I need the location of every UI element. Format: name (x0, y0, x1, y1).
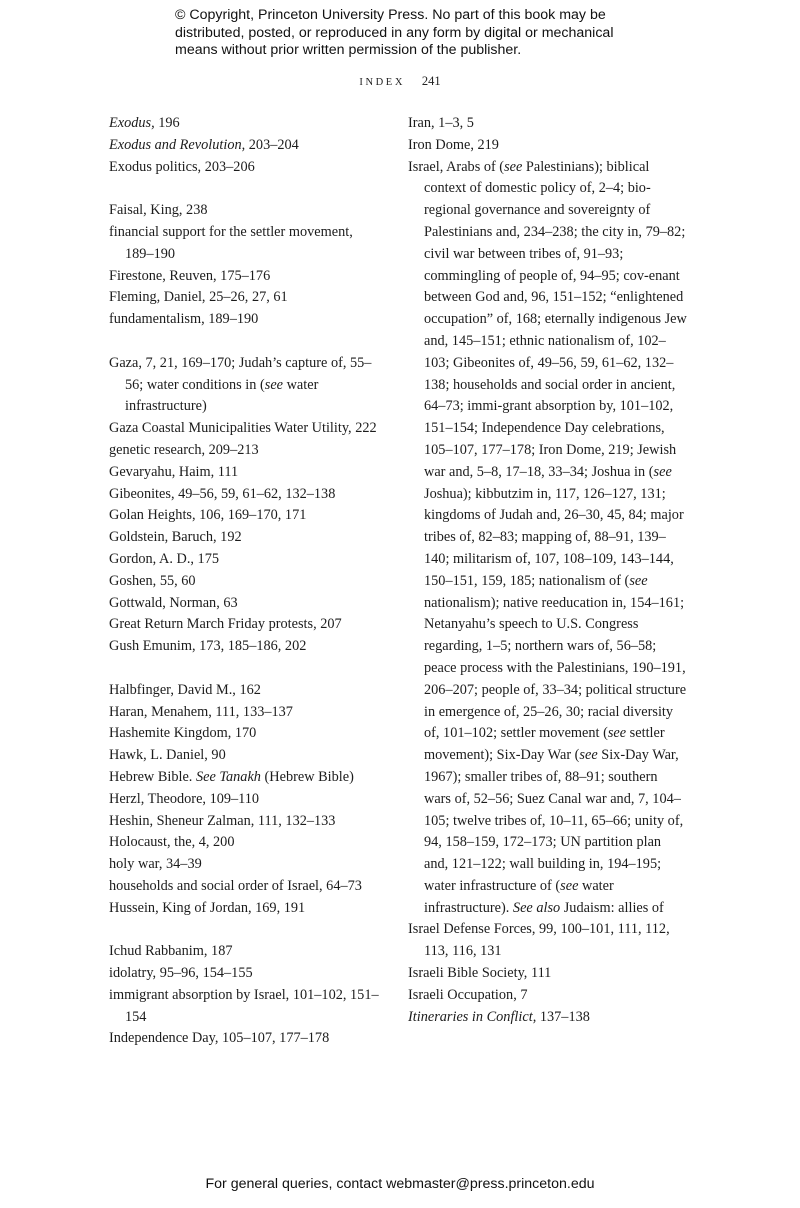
italic-text: see (560, 877, 579, 894)
italic-text: see (504, 158, 523, 175)
entry-text: Israeli Occupation, 7 (408, 986, 528, 1003)
entry-text: Hawk, L. Daniel, 90 (109, 747, 226, 764)
index-entry (408, 919, 688, 963)
index-entry (109, 462, 379, 484)
italic-text: see (607, 725, 627, 742)
index-entry (109, 593, 379, 615)
entry-text: Faisal, King, 238 (109, 202, 208, 219)
entry-text: nationalism); native reeducation in, 154–161; Netanyahu’s speech to U.S. Congress regarding, 1–5; northern wars of, 56–58; peace process with the Palestinians, 190–191, 206–207; people of, 33–34; political structure in emergence of, 25–26, 30; racial diversity of, 101–102; settler movement ( (424, 594, 687, 742)
index-entry (109, 811, 379, 833)
index-entry (109, 484, 379, 506)
index-entry (109, 549, 379, 571)
index-entry (109, 505, 379, 527)
entry-text: Six-Day War, 1967); smaller tribes of, 88–91; southern wars of, 52–56; Suez Canal war and, 7, 104–105; twelve tribes of, 10–11, 65–66; unity of, 94, 158–159, 172–173; UN partition plan and, 121–122; wall building in, 194–195; water infrastructure of ( (424, 747, 684, 894)
index-entry (109, 309, 379, 331)
entry-text: Goldstein, Baruch, 192 (109, 529, 242, 546)
entry-text: Hebrew Bible. (109, 768, 196, 785)
entry-text: Holocaust, the, 4, 200 (109, 834, 235, 851)
index-entry (109, 135, 379, 157)
running-head-title: INDEX (359, 77, 406, 88)
entry-text: Goshen, 55, 60 (109, 572, 196, 589)
index-entry (109, 440, 379, 462)
index-entry (109, 789, 379, 811)
entry-text: Gibeonites, 49–56, 59, 61–62, 132–138 (109, 485, 336, 502)
entry-text: Palestinians); biblical context of domestic policy of, 2–4; bio-regional governance and sovereignty of Palestinians and, 234–238; the city in, 79–82; civil war between tribes of, 91–93; commingling of people of, 94–95; cov-enant between God and, 96, 151–152; “enlightened occupation” of, 168; eternally indigenous Jew and, 145–151; ethnic nationalism of, 102–103; Gibeonites of, 49–56, 59, 61–62, 132–138; households and social order in ancient, 64–73; immi-grant absorption by, 101–102, 151–154; Independence Day celebrations, 105–107, 177–178; Iron Dome, 219; Jewish war and, 5–8, 17–18, 33–34; Joshua in ( (424, 158, 687, 480)
copyright-notice: © Copyright, Princeton University Press. No part of this book may be distributed, posted, or reproduced in any form by digital or mechanical means without prior written permission of the publisher. (175, 7, 614, 58)
index-entry (109, 745, 379, 767)
entry-text: Gevaryahu, Haim, 111 (109, 463, 239, 480)
index-entry (109, 266, 379, 288)
index-entry (109, 636, 379, 658)
entry-text: genetic research, 209–213 (109, 441, 259, 458)
index-entry (109, 854, 379, 876)
entry-text: households and social order of Israel, 64–73 (109, 877, 362, 894)
italic-text: Exodus, (109, 115, 155, 131)
index-entry (408, 135, 688, 157)
entry-text: fundamentalism, 189–190 (109, 311, 259, 328)
entry-text: Heshin, Sheneur Zalman, 111, 132–133 (109, 812, 336, 829)
entry-text: Gottwald, Norman, 63 (109, 594, 238, 611)
entry-text: Gaza Coastal Municipalities Water Utility, 222 (109, 420, 377, 437)
index-entry (109, 222, 379, 266)
running-head (0, 74, 800, 89)
index-entry (109, 200, 379, 222)
index-entry (109, 680, 379, 702)
entry-text: Gordon, A. D., 175 (109, 550, 220, 567)
index-entry (109, 941, 379, 963)
index-entry (109, 527, 379, 549)
entry-text: settler movement); Six-Day War ( (424, 725, 665, 764)
entry-text: water infrastructure) (125, 376, 319, 415)
entry-text: holy war, 34–39 (109, 856, 202, 873)
entry-text: Great Return March Friday protests, 207 (109, 616, 342, 633)
entry-text: Joshua); kibbutzim in, 117, 126–127, 131; kingdoms of Judah and, 26–30, 45, 84; major tribes of, 82–83; mapping of, 88–91, 139–140; militarism of, 107, 108–109, 143–144, 150–151, 159, 185; nationalism of ( (424, 485, 684, 589)
letter-group-spacer (109, 919, 379, 941)
entry-text: 203–204 (245, 136, 299, 153)
index-entry (109, 418, 379, 440)
index-entry (109, 157, 379, 179)
entry-text: 137–138 (536, 1008, 590, 1025)
index-entry (109, 113, 379, 135)
entry-text: Herzl, Theodore, 109–110 (109, 790, 260, 807)
index-entry (109, 898, 379, 920)
index-entry (109, 614, 379, 636)
entry-text: Hashemite Kingdom, 170 (109, 725, 257, 742)
index-column-right (408, 113, 688, 1028)
entry-text: Golan Heights, 106, 169–170, 171 (109, 507, 307, 524)
italic-text: See also (512, 899, 561, 916)
index-entry (408, 963, 688, 985)
entry-text: water infrastructure). (424, 877, 614, 916)
index-entry (109, 963, 379, 985)
entry-text: idolatry, 95–96, 154–155 (109, 965, 253, 982)
index-entry (408, 985, 688, 1007)
letter-group-spacer (109, 658, 379, 680)
index-entry (109, 571, 379, 593)
index-entry (109, 767, 379, 789)
entry-text: Iran, 1–3, 5 (408, 115, 474, 131)
index-entry (408, 113, 688, 135)
entry-text: Hussein, King of Jordan, 169, 191 (109, 899, 306, 916)
italic-text: see (579, 747, 598, 764)
entry-text: financial support for the settler movement, 189–190 (109, 223, 353, 262)
italic-text: see (264, 376, 284, 393)
entry-text: Ichud Rabbanim, 187 (109, 943, 233, 960)
entry-text: Gush Emunim, 173, 185–186, 202 (109, 638, 307, 655)
index-entry (408, 1007, 688, 1029)
entry-text: Firestone, Reuven, 175–176 (109, 267, 271, 284)
entry-text: Israel, Arabs of ( (408, 158, 505, 175)
entry-text: Israeli Bible Society, 111 (408, 965, 552, 982)
entry-text: (Hebrew Bible) (260, 768, 354, 785)
index-entry (109, 876, 379, 898)
index-entry (109, 702, 379, 724)
index-entry (109, 287, 379, 309)
index-entry (109, 723, 379, 745)
entry-text: Halbfinger, David M., 162 (109, 681, 261, 698)
italic-text: Exodus and Revolution, (109, 136, 246, 153)
index-entry (408, 157, 688, 920)
italic-text: Itineraries in Conflict, (408, 1008, 537, 1025)
italic-text: See Tanakh (195, 768, 261, 785)
index-column-left (109, 113, 379, 1050)
entry-text: Fleming, Daniel, 25–26, 27, 61 (109, 289, 288, 306)
entry-text: 196 (154, 115, 180, 131)
italic-text: see (629, 572, 648, 589)
entry-text: Israel Defense Forces, 99, 100–101, 111, 112, 113, 116, 131 (408, 921, 670, 960)
entry-text: Exodus politics, 203–206 (109, 158, 255, 175)
entry-text: Independence Day, 105–107, 177–178 (109, 1030, 330, 1047)
italic-text: see (653, 463, 672, 480)
letter-group-spacer (109, 178, 379, 200)
page-number: 241 (421, 74, 441, 88)
index-entry (109, 832, 379, 854)
entry-text: Gaza, 7, 21, 169–170; Judah’s capture of, 55–56; water conditions in ( (109, 354, 372, 393)
entry-text: Judaism: allies of (560, 899, 664, 916)
letter-group-spacer (109, 331, 379, 353)
index-entry (109, 985, 379, 1029)
entry-text: immigrant absorption by Israel, 101–102, 151–154 (109, 986, 379, 1025)
entry-text: Iron Dome, 219 (408, 136, 499, 153)
index-entry (109, 353, 379, 418)
index-entry (109, 1028, 379, 1050)
footer-contact: For general queries, contact webmaster@press.princeton.edu (205, 1176, 595, 1192)
entry-text: Haran, Menahem, 111, 133–137 (109, 703, 293, 720)
